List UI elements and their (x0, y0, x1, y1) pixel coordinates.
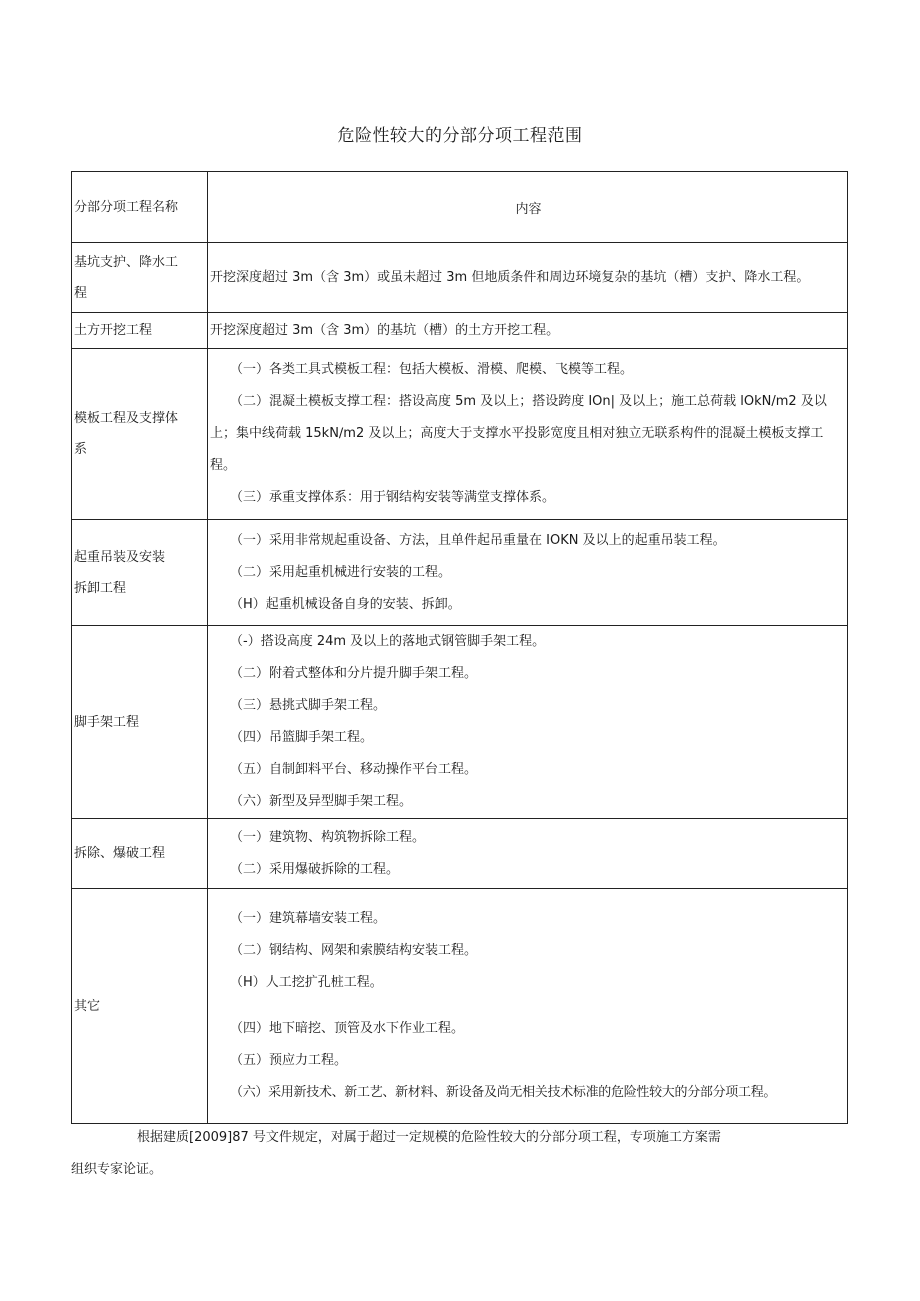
row-name-line: 其它 (74, 998, 101, 1014)
row-name-cell (72, 889, 208, 1124)
list-item: （三）承重支撑体系：用于钢结构安装等满堂支撑体系。 (230, 490, 556, 505)
row-content-cell (208, 243, 848, 313)
table-row (72, 313, 848, 349)
table-row (72, 626, 848, 819)
list-item: （H）人工挖扩孔桩工程。 (230, 975, 383, 990)
row-name-line: 起重吊装及安装 (74, 549, 166, 565)
row-content-cell (208, 626, 848, 819)
list-item: （六）采用新技术、新工艺、新材料、新设备及尚无相关技术标准的危险性较大的分部分项工程。 (230, 1085, 777, 1100)
row-name-cell (72, 243, 208, 313)
row-content-cell (208, 819, 848, 889)
row-name-line: 基坑支护、降水工 (74, 254, 179, 270)
list-item: （二）附着式整体和分片提升脚手架工程。 (230, 666, 478, 681)
footer-note (71, 1122, 831, 1186)
list-item: （四）地下暗挖、顶管及水下作业工程。 (230, 1021, 465, 1036)
header-content-cell: 内容 (208, 172, 848, 243)
list-item: （二）混凝土模板支撑工程：搭设高度 5m 及以上；搭设跨度 IOn| 及以上；施工总荷载 lOkN/m2 及以上；集中线荷载 15kN∕m2 及以上；高度大于支撑水平投影宽度且相对独立无联系构件的混凝土模板支撑工程。 (210, 394, 827, 473)
table-row (72, 889, 848, 1124)
list-item: （二）采用起重机械进行安装的工程。 (230, 564, 452, 580)
list-item: （四）吊篮脚手架工程。 (230, 730, 374, 745)
row-content-cell (208, 889, 848, 1124)
table-row (72, 243, 848, 313)
row-name-line: 脚手架工程 (74, 714, 140, 730)
row-name-cell (72, 819, 208, 889)
footer-line: 组织专家论证。 (71, 1162, 163, 1177)
table-row (72, 349, 848, 520)
row-content-cell (208, 313, 848, 349)
table-header-row (72, 172, 848, 243)
list-item: （一）各类工具式模板工程：包括大模板、滑模、爬模、飞模等工程。 (230, 362, 634, 377)
row-name-line: 土方开挖工程 (74, 323, 153, 338)
list-item: （H）起重机械设备自身的安装、拆卸。 (230, 596, 461, 612)
list-item: （五）预应力工程。 (230, 1053, 348, 1068)
scope-table (71, 171, 848, 1124)
list-item: （五）自制卸料平台、移动操作平台工程。 (230, 762, 478, 777)
row-name-cell (72, 349, 208, 520)
row-name-line: 程 (74, 285, 88, 301)
row-name-line: 系 (74, 442, 88, 457)
list-item: （-）搭设高度 24m 及以上的落地式钢管脚手架工程。 (230, 634, 546, 649)
list-item: （六）新型及异型脚手架工程。 (230, 794, 413, 809)
row-name-line: 拆除、爆破工程 (74, 846, 166, 861)
row-text: 开挖深度超过 3m（含 3m）或虽未超过 3m 但地质条件和周边环境复杂的基坑（槽）支护、降水工程。 (210, 269, 810, 285)
page-title: 危险性较大的分部分项工程范围 (337, 126, 583, 146)
list-item: （一）建筑物、构筑物拆除工程。 (230, 829, 426, 845)
list-item: （一）采用非常规起重设备、方法，且单件起吊重量在 IOKN 及以上的起重吊装工程。 (230, 532, 726, 548)
table-row (72, 819, 848, 889)
row-content-cell (208, 349, 848, 520)
row-text: 开挖深度超过 3m（含 3m）的基坑（槽）的土方开挖工程。 (210, 322, 560, 338)
list-item: （二）钢结构、网架和索膜结构安装工程。 (230, 943, 478, 958)
row-name-cell (72, 626, 208, 819)
footer-line: 根据建质[2009]87 号文件规定，对属于超过一定规模的危险性较大的分部分项工程，专项施工方案需 (137, 1130, 721, 1145)
row-name-cell (72, 313, 208, 349)
row-name-cell (72, 520, 208, 626)
list-item: （二）采用爆破拆除的工程。 (230, 861, 400, 877)
row-name-line: 模板工程及支撑体 (74, 411, 179, 426)
header-name-cell: 分部分项工程名称 (72, 172, 208, 243)
table-row (72, 520, 848, 626)
list-item: （一）建筑幕墙安装工程。 (230, 911, 387, 926)
row-content-cell (208, 520, 848, 626)
row-name-line: 拆卸工程 (74, 580, 127, 596)
list-item: （三）悬挑式脚手架工程。 (230, 698, 387, 713)
